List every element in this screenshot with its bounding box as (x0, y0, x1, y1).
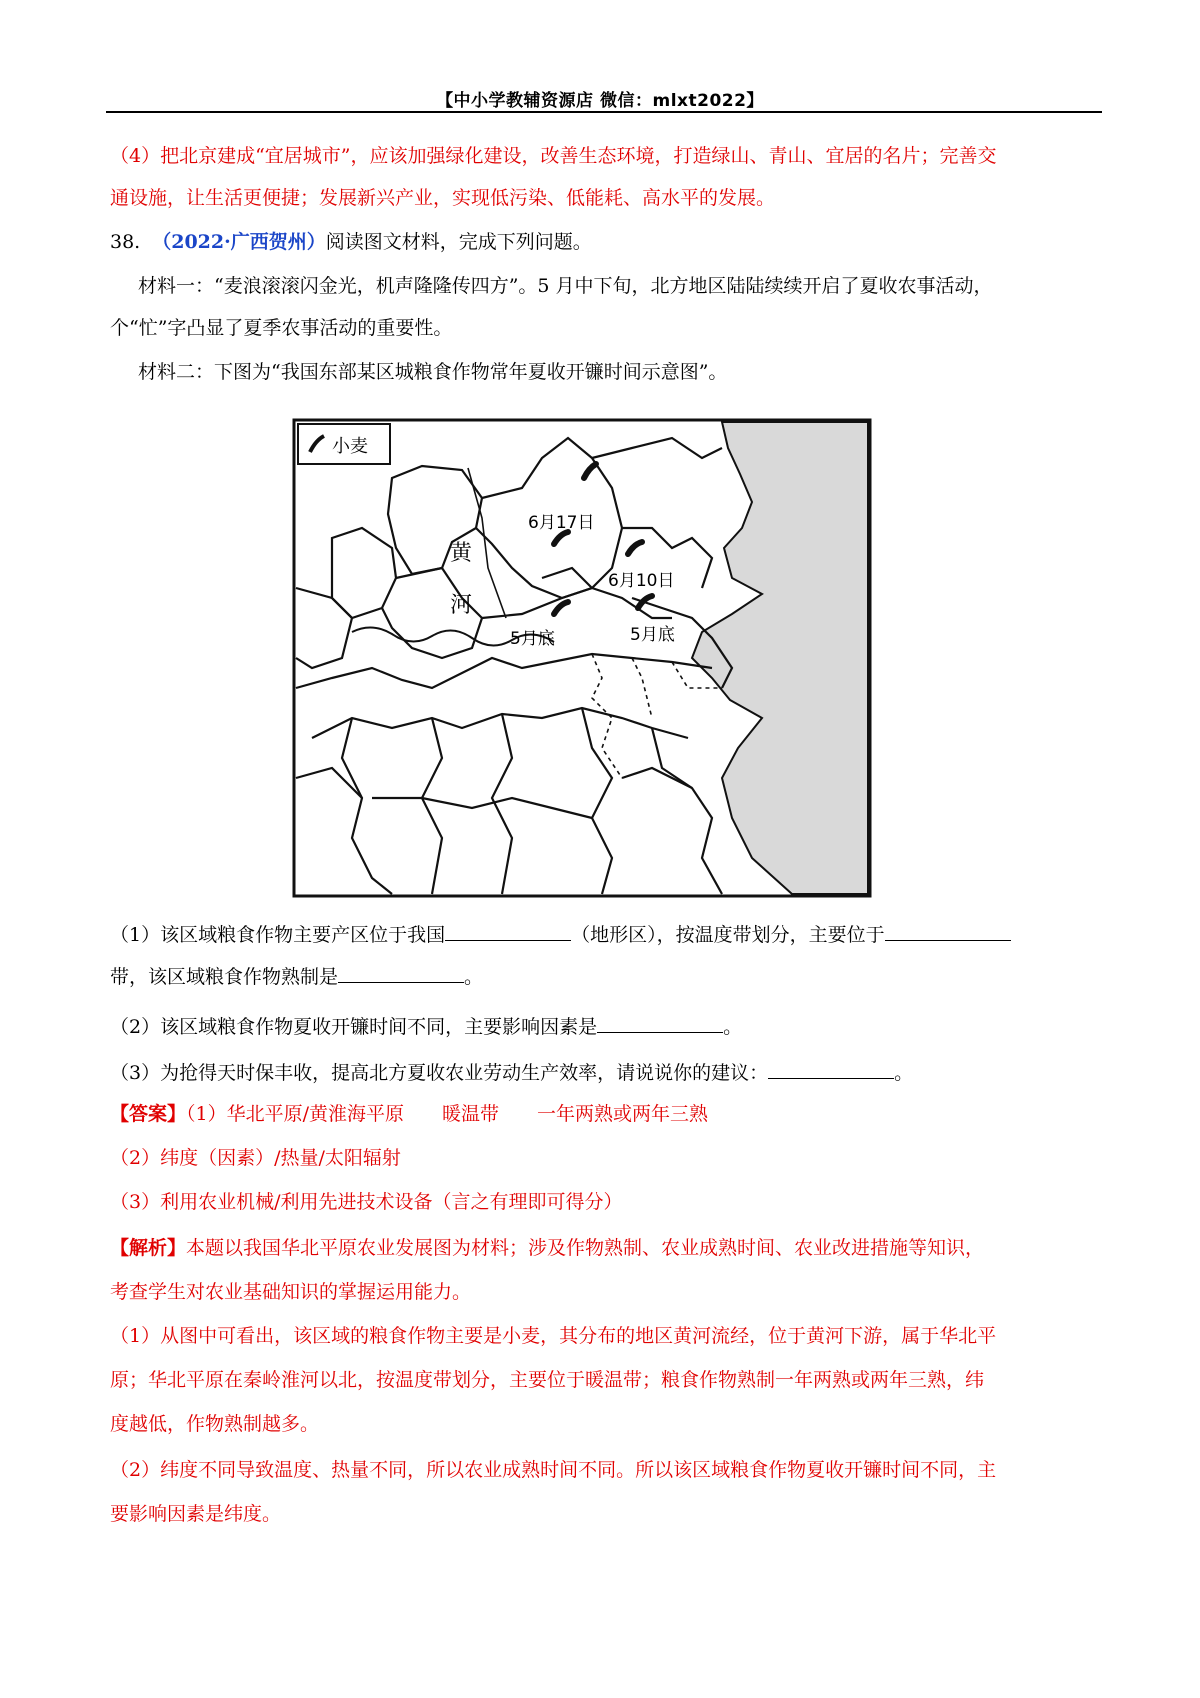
analysis-line-2: 考查学生对农业基础知识的掌握运用能力。 (110, 1281, 472, 1303)
blank-cropping-system (338, 960, 464, 983)
answer-tag: 【答案】 (110, 1103, 187, 1125)
date-label-may-end-east: 5月底 (630, 625, 675, 645)
material-2: 材料二：下图为“我国东部某区城粮食作物常年夏收开镰时间示意图”。 (138, 361, 728, 383)
sub-question-1-line-2 (110, 960, 1100, 991)
sub1-text-d: 。 (464, 966, 484, 988)
blank-main-factor (597, 1010, 723, 1033)
answer-4-line-1: （4）把北京建成“宜居城市”，应该加强绿化建设，改善生态环境，打造绿山、青山、宜居的名片；完善交 (110, 145, 997, 167)
analysis-text: 本题以我国华北平原农业发展图为材料；涉及作物熟制、农业成熟时间、农业改进措施等知识， (186, 1237, 985, 1259)
river-label-char-2: 河 (450, 593, 473, 618)
answer-line-1 (110, 1100, 1100, 1128)
question-source: （2022·广西贺州） (152, 231, 326, 253)
sub3-text-a: （3）为抢得天时保丰收，提高北方夏收农业劳动生产效率，请说说你的建议： (110, 1062, 769, 1084)
sub-question-3 (110, 1056, 1100, 1087)
explanation-1-line-1: （1）从图中可看出，该区域的粮食作物主要是小麦，其分布的地区黄河流经，位于黄河下游，属于华北平 (110, 1325, 997, 1347)
river-label-char-1: 黄 (450, 541, 473, 566)
sub2-text-a: （2）该区域粮食作物夏收开镰时间不同，主要影响因素是 (110, 1016, 598, 1038)
question-38-heading (110, 228, 1100, 256)
blank-temperature-zone (885, 918, 1011, 941)
legend-label: 小麦 (332, 436, 368, 457)
material-1-line-2: 个“忙”字凸显了夏季农事活动的重要性。 (110, 317, 453, 339)
question-number: 38. (110, 231, 141, 253)
sub3-text-b: 。 (894, 1062, 914, 1084)
analysis-tag: 【解析】 (110, 1237, 187, 1259)
explanation-1-line-2: 原；华北平原在秦岭淮河以北，按温度带划分，主要位于暖温带；粮食作物熟制一年两熟或两年三熟，纬 (110, 1369, 985, 1391)
question-prompt: 阅读图文材料，完成下列问题。 (325, 231, 592, 253)
sub-question-1-line-1 (110, 918, 1100, 949)
sub-question-2 (110, 1010, 1100, 1041)
sub2-text-b: 。 (723, 1016, 743, 1038)
explanation-2-line-1: （2）纬度不同导致温度、热量不同，所以农业成熟时间不同。所以该区域粮食作物夏收开镰时间不同，主 (110, 1459, 997, 1481)
header-rule (106, 111, 1102, 113)
blank-terrain (445, 918, 571, 941)
date-label-jun-17: 6月17日 (528, 513, 595, 533)
answer-2: （2）纬度（因素）/热量/太阳辐射 (110, 1147, 401, 1169)
sub1-text-a: （1）该区域粮食作物主要产区位于我国 (110, 924, 446, 946)
sub1-text-b: （地形区），按温度带划分，主要位于 (571, 924, 885, 946)
answer-3: （3）利用农业机械/利用先进技术设备（言之有理即可得分） (110, 1191, 623, 1213)
page-header: 【中小学教辅资源店 微信：mlxt2022】 (436, 91, 764, 111)
blank-suggestion (768, 1056, 894, 1079)
analysis-line-1 (110, 1234, 1100, 1262)
explanation-1-line-3: 度越低，作物熟制越多。 (110, 1413, 320, 1435)
date-label-may-end-west: 5月底 (510, 629, 555, 649)
date-label-jun-10: 6月10日 (608, 571, 675, 591)
material-1-line-1: 材料一：“麦浪滚滚闪金光，机声隆隆传四方”。5 月中下旬，北方地区陆陆续续开启了夏收农事活动， (138, 275, 993, 297)
answer-1: （1）华北平原/黄淮海平原 暖温带 一年两熟或两年三熟 (186, 1103, 709, 1125)
sub1-text-c: 带，该区域粮食作物熟制是 (110, 966, 339, 988)
explanation-2-line-2: 要影响因素是纬度。 (110, 1503, 282, 1525)
answer-4-line-2: 通设施，让生活更便捷；发展新兴产业，实现低污染、低能耗、高水平的发展。 (110, 187, 776, 209)
wheat-harvest-map (292, 418, 872, 898)
